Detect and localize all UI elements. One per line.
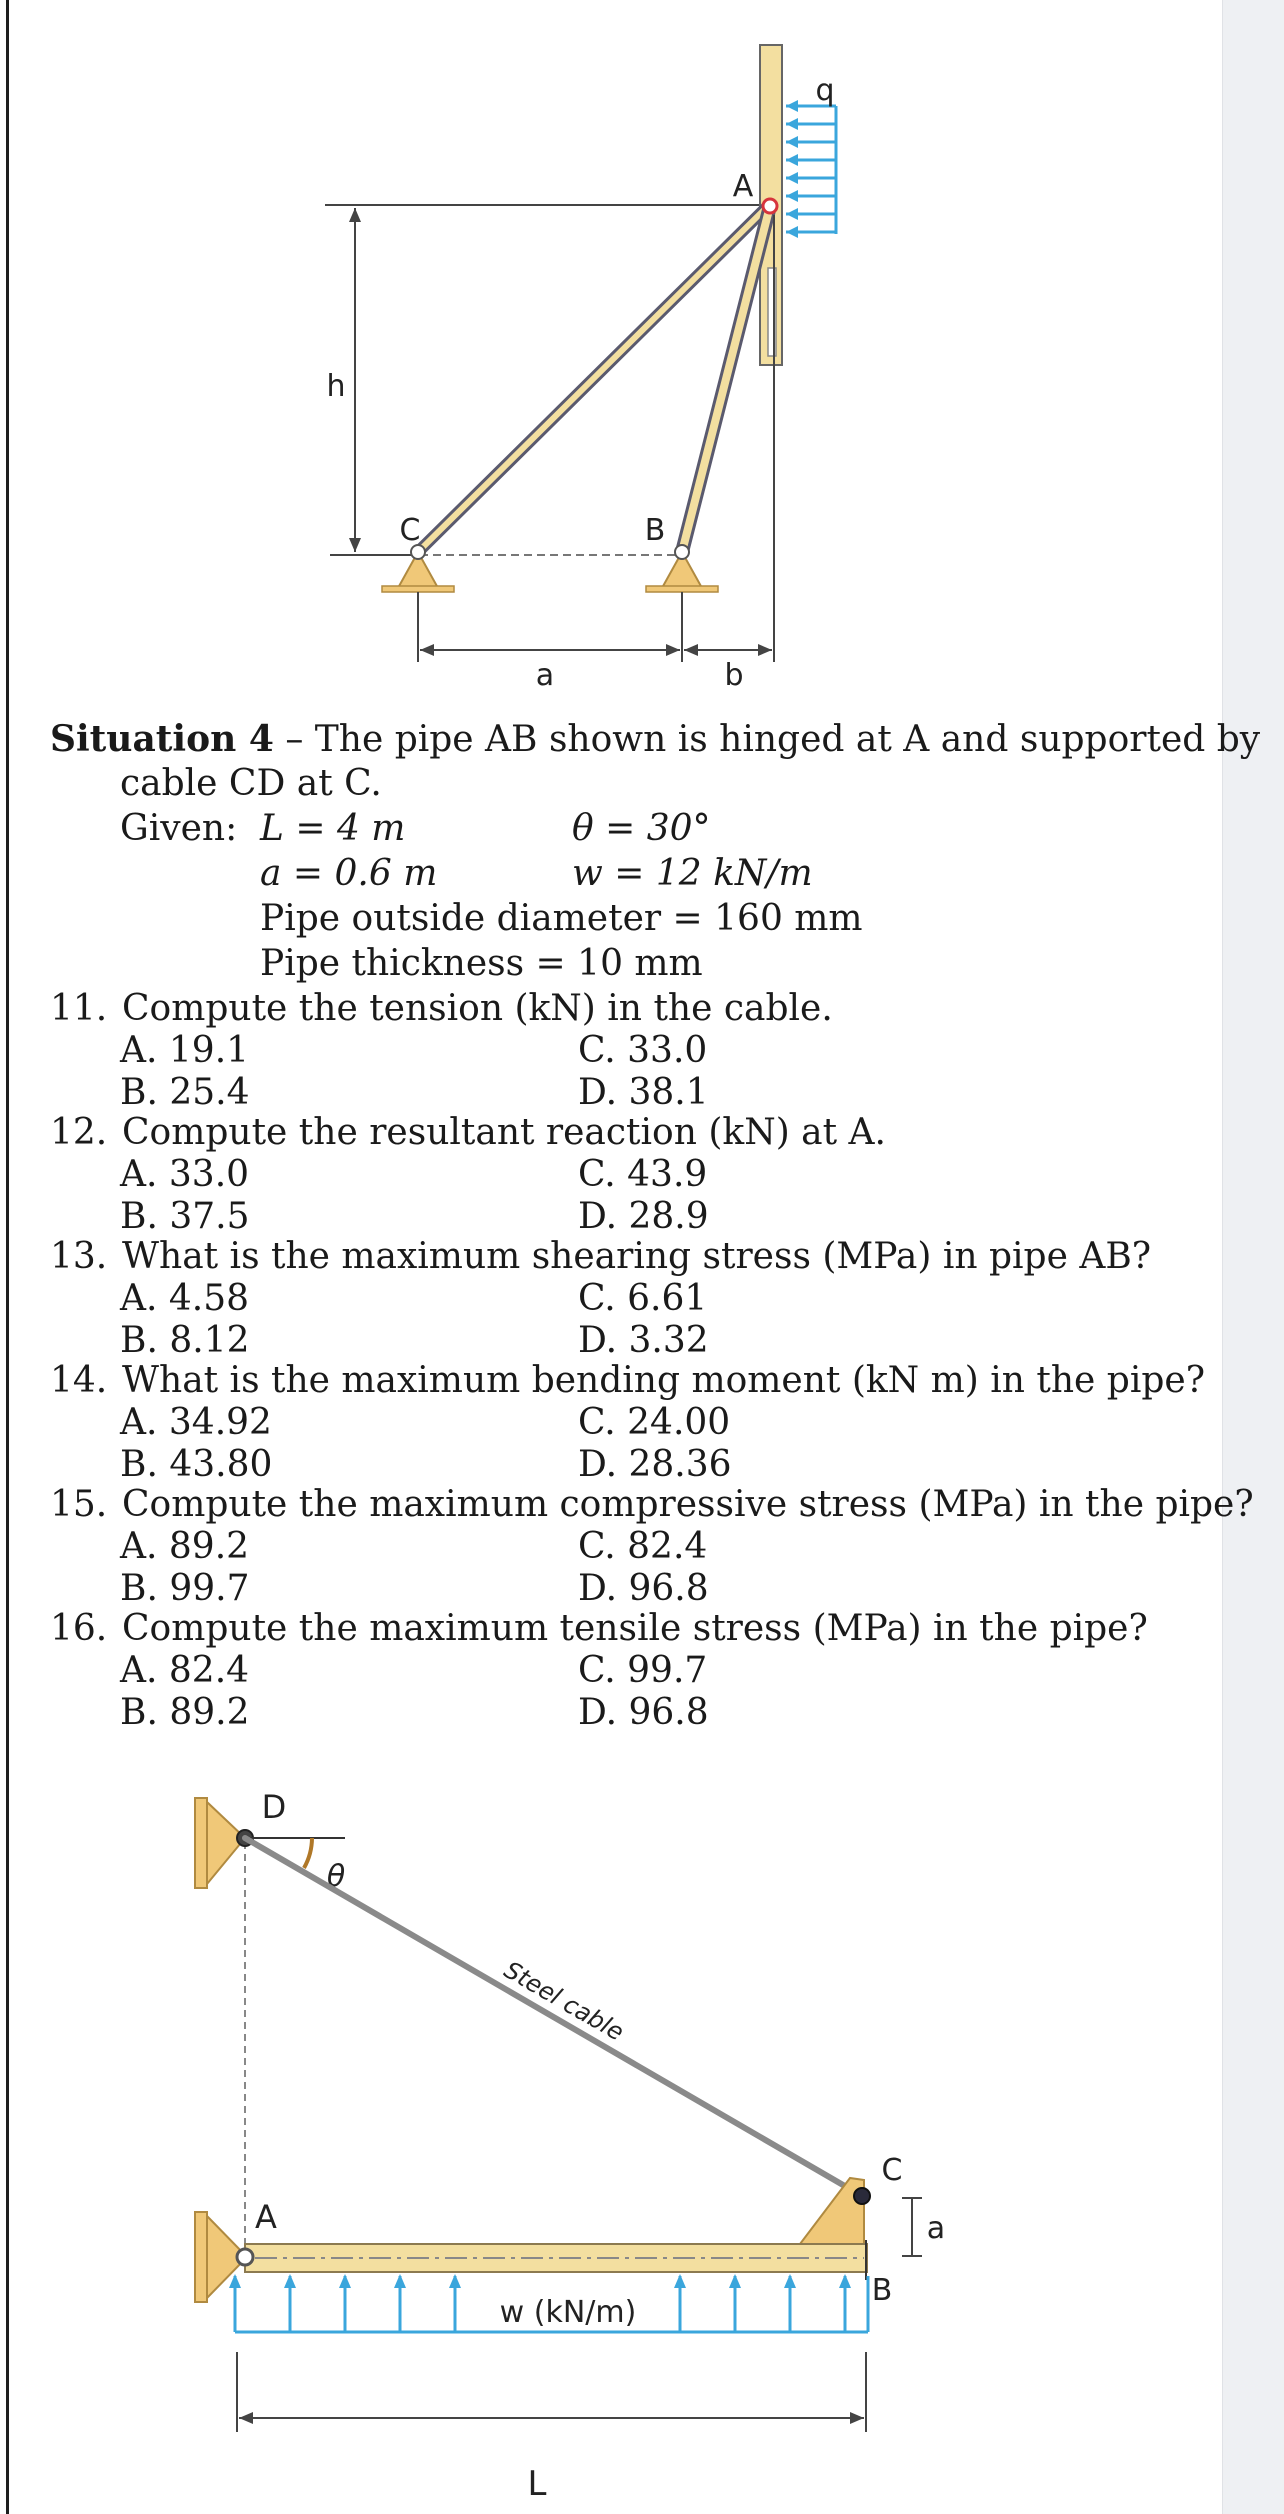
label-d-point: D [261, 1788, 287, 1826]
label-b-point: B [644, 513, 666, 548]
label-a-dim: a [926, 2211, 946, 2246]
hinge-a [763, 199, 777, 213]
question-13-option-c[interactable]: C. 6.61 [578, 1278, 708, 1319]
given-diameter: Pipe outside diameter = 160 mm [260, 898, 863, 939]
figure-beam-steel-cable [0, 1760, 1284, 2514]
question-14-option-c[interactable]: C. 24.00 [578, 1402, 731, 1443]
label-c-point: C [399, 513, 421, 548]
dim-b-arrow-left [684, 644, 698, 656]
label-b-dim: b [724, 658, 744, 693]
question-16-option-b[interactable]: B. 89.2 [120, 1692, 250, 1733]
dim-a-arrow-right [666, 644, 680, 656]
support-c [382, 545, 454, 592]
question-12-option-c[interactable]: C. 43.9 [578, 1154, 708, 1195]
label-b-point: B [871, 2273, 893, 2308]
question-12-text: Compute the resultant reaction (kN) at A. [122, 1112, 886, 1153]
given-theta: θ = 30° [572, 808, 711, 849]
dim-b-arrow-right [758, 644, 772, 656]
question-13-option-d[interactable]: D. 3.32 [578, 1320, 709, 1361]
question-15-number: 15. [50, 1484, 108, 1525]
label-theta: θ [326, 1859, 346, 1894]
question-15-option-d[interactable]: D. 96.8 [578, 1568, 709, 1609]
given-label: Given: [120, 808, 238, 849]
label-a-dim: a [535, 658, 555, 693]
situation-line-1 [50, 718, 1260, 761]
given-w: w = 12 kN/m [572, 853, 813, 894]
question-12-option-b[interactable]: B. 37.5 [120, 1196, 250, 1237]
question-14-option-a[interactable]: A. 34.92 [120, 1402, 272, 1443]
question-15-option-b[interactable]: B. 99.7 [120, 1568, 250, 1609]
dim-h-arrow-bottom [349, 538, 361, 552]
question-11-number: 11. [50, 988, 108, 1029]
question-15-option-a[interactable]: A. 89.2 [120, 1526, 250, 1567]
dim-a-arrow-left [420, 644, 434, 656]
question-12-number: 12. [50, 1112, 108, 1153]
cable-ca-inner [418, 206, 768, 552]
wall-bracket-d [195, 1798, 245, 1888]
question-14-number: 14. [50, 1360, 108, 1401]
label-l: L [527, 2464, 547, 2504]
pin-a [237, 2249, 253, 2265]
support-b [646, 545, 718, 592]
question-13-option-b[interactable]: B. 8.12 [120, 1320, 250, 1361]
pipe-ab-inner [682, 206, 770, 552]
label-steel-cable: Steel cable [499, 1955, 629, 2047]
question-12-option-a[interactable]: A. 33.0 [120, 1154, 250, 1195]
dim-h-arrow-top [349, 208, 361, 222]
distributed-load-q [786, 100, 836, 238]
situation-line-2: cable CD at C. [120, 763, 382, 804]
given-l: L = 4 m [260, 808, 406, 849]
question-16-option-a[interactable]: A. 82.4 [120, 1650, 250, 1691]
question-16-number: 16. [50, 1608, 108, 1649]
given-thickness: Pipe thickness = 10 mm [260, 943, 703, 984]
label-h: h [326, 369, 346, 404]
figure-pipe-cable-inclined [0, 0, 1284, 700]
question-11-text: Compute the tension (kN) in the cable. [122, 988, 833, 1029]
question-11-option-a[interactable]: A. 19.1 [120, 1030, 250, 1071]
given-a: a = 0.6 m [260, 853, 438, 894]
theta-arc [304, 1838, 312, 1868]
bracket-c [800, 2178, 864, 2244]
question-15-option-c[interactable]: C. 82.4 [578, 1526, 708, 1567]
label-a-point: A [255, 2198, 277, 2236]
pin-c [854, 2188, 870, 2204]
steel-cable [245, 1838, 862, 2196]
question-11-option-c[interactable]: C. 33.0 [578, 1030, 708, 1071]
question-14-option-d[interactable]: D. 28.36 [578, 1444, 732, 1485]
label-a-point: A [732, 169, 754, 204]
question-14-text: What is the maximum bending moment (kN m) in the pipe? [122, 1360, 1206, 1401]
situation-title: Situation 4 [50, 718, 274, 760]
label-w: w (kN/m) [499, 2295, 637, 2330]
situation-text-1: – The pipe AB shown is hinged at A and supported by [273, 719, 1261, 760]
label-q: q [815, 73, 835, 108]
question-11-option-b[interactable]: B. 25.4 [120, 1072, 250, 1113]
question-14-option-b[interactable]: B. 43.80 [120, 1444, 273, 1485]
question-11-option-d[interactable]: D. 38.1 [578, 1072, 709, 1113]
dim-l-arrow-right [850, 2412, 864, 2424]
question-12-option-d[interactable]: D. 28.9 [578, 1196, 709, 1237]
dim-l-arrow-left [239, 2412, 253, 2424]
question-13-text: What is the maximum shearing stress (MPa) in pipe AB? [122, 1236, 1152, 1277]
question-13-number: 13. [50, 1236, 108, 1277]
label-c-point: C [881, 2153, 903, 2188]
question-15-text: Compute the maximum compressive stress (MPa) in the pipe? [122, 1484, 1254, 1525]
question-16-option-c[interactable]: C. 99.7 [578, 1650, 708, 1691]
question-13-option-a[interactable]: A. 4.58 [120, 1278, 250, 1319]
question-16-option-d[interactable]: D. 96.8 [578, 1692, 709, 1733]
question-16-text: Compute the maximum tensile stress (MPa) in the pipe? [122, 1608, 1148, 1649]
